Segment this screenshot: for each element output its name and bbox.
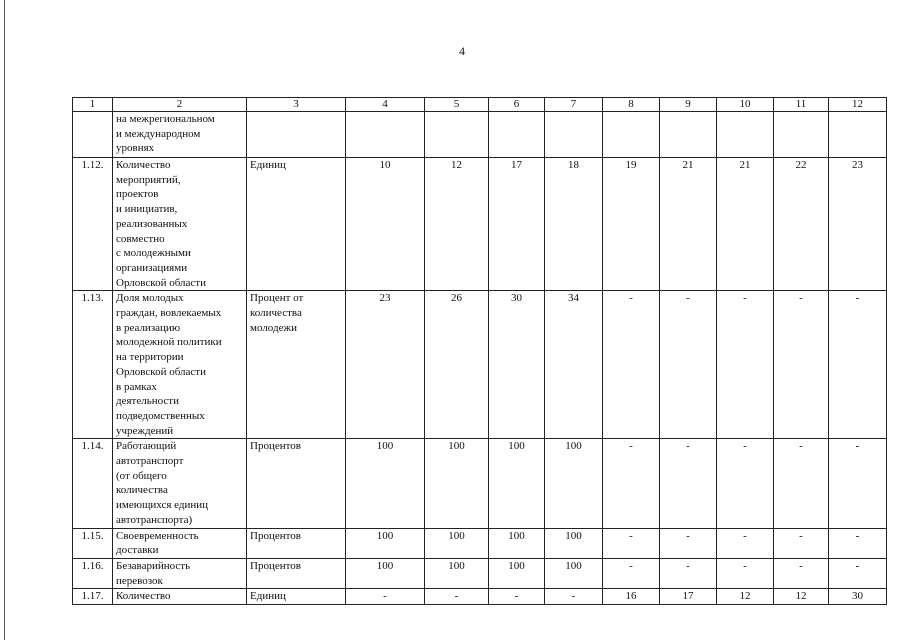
value-cell <box>603 112 660 158</box>
value-cell: - <box>603 558 660 588</box>
value-cell: 23 <box>829 158 887 291</box>
value-cell: 100 <box>425 528 489 558</box>
value-cell: - <box>603 291 660 439</box>
value-cell: - <box>829 439 887 528</box>
value-cell: 10 <box>346 158 425 291</box>
header-cell: 1 <box>73 98 113 112</box>
indicator-name: Количество <box>113 589 247 605</box>
value-cell: 17 <box>660 589 717 605</box>
unit-cell: Процентов <box>247 528 346 558</box>
row-code: 1.12. <box>73 158 113 291</box>
value-cell: 34 <box>545 291 603 439</box>
value-cell: 21 <box>717 158 774 291</box>
header-cell: 11 <box>774 98 829 112</box>
value-cell: 12 <box>774 589 829 605</box>
value-cell: - <box>717 558 774 588</box>
header-cell: 7 <box>545 98 603 112</box>
table-row <box>73 291 887 439</box>
value-cell: 100 <box>489 439 545 528</box>
value-cell <box>774 112 829 158</box>
table-row <box>73 439 887 528</box>
table-row <box>73 558 887 588</box>
value-cell <box>425 112 489 158</box>
value-cell: 16 <box>603 589 660 605</box>
value-cell <box>545 112 603 158</box>
value-cell: 100 <box>346 528 425 558</box>
value-cell: 17 <box>489 158 545 291</box>
table-header-row <box>73 98 887 112</box>
value-cell <box>489 112 545 158</box>
header-cell: 12 <box>829 98 887 112</box>
value-cell: 100 <box>425 558 489 588</box>
value-cell: 100 <box>425 439 489 528</box>
indicator-name: Количество мероприятий, проектов и инициатив, реализованных совместно с молодежными организациями Орловской области <box>113 158 247 291</box>
row-code <box>73 112 113 158</box>
value-cell: 30 <box>489 291 545 439</box>
value-cell: - <box>489 589 545 605</box>
indicator-name: Своевременность доставки <box>113 528 247 558</box>
header-cell: 9 <box>660 98 717 112</box>
value-cell: - <box>603 528 660 558</box>
value-cell: 26 <box>425 291 489 439</box>
table-row <box>73 158 887 291</box>
value-cell: 19 <box>603 158 660 291</box>
row-code: 1.13. <box>73 291 113 439</box>
value-cell: 12 <box>717 589 774 605</box>
header-cell: 3 <box>247 98 346 112</box>
value-cell: 18 <box>545 158 603 291</box>
value-cell: 30 <box>829 589 887 605</box>
value-cell: - <box>774 558 829 588</box>
indicator-name: Работающий автотранспорт (от общего количества имеющихся единиц автотранспорта) <box>113 439 247 528</box>
value-cell: 100 <box>545 528 603 558</box>
unit-cell: Процентов <box>247 558 346 588</box>
value-cell: 100 <box>489 528 545 558</box>
header-cell: 6 <box>489 98 545 112</box>
row-code: 1.17. <box>73 589 113 605</box>
table-row <box>73 589 887 605</box>
header-cell: 10 <box>717 98 774 112</box>
value-cell: - <box>425 589 489 605</box>
row-code: 1.14. <box>73 439 113 528</box>
value-cell: - <box>660 558 717 588</box>
indicator-name: Безаварийность перевозок <box>113 558 247 588</box>
unit-cell: Процентов <box>247 439 346 528</box>
value-cell: - <box>717 291 774 439</box>
value-cell: - <box>829 558 887 588</box>
value-cell: - <box>717 439 774 528</box>
value-cell: - <box>346 589 425 605</box>
value-cell: 100 <box>489 558 545 588</box>
value-cell: - <box>660 439 717 528</box>
value-cell: - <box>829 528 887 558</box>
value-cell: 100 <box>346 558 425 588</box>
value-cell: - <box>774 439 829 528</box>
value-cell: - <box>774 528 829 558</box>
page-number: 4 <box>459 44 465 58</box>
value-cell: - <box>829 291 887 439</box>
header-cell: 4 <box>346 98 425 112</box>
value-cell <box>660 112 717 158</box>
table-row <box>73 112 887 158</box>
header-cell: 8 <box>603 98 660 112</box>
unit-cell: Процент от количества молодежи <box>247 291 346 439</box>
value-cell: - <box>660 291 717 439</box>
value-cell: 100 <box>545 558 603 588</box>
page-edge-line <box>4 0 5 640</box>
table-row <box>73 528 887 558</box>
unit-cell <box>247 112 346 158</box>
indicator-name: на межрегиональном и международном уровнях <box>113 112 247 158</box>
unit-cell: Единиц <box>247 589 346 605</box>
value-cell: 100 <box>346 439 425 528</box>
header-cell: 5 <box>425 98 489 112</box>
value-cell: 21 <box>660 158 717 291</box>
value-cell: - <box>603 439 660 528</box>
row-code: 1.16. <box>73 558 113 588</box>
indicators-table <box>72 97 887 605</box>
value-cell: - <box>774 291 829 439</box>
value-cell <box>346 112 425 158</box>
value-cell: 23 <box>346 291 425 439</box>
value-cell: 22 <box>774 158 829 291</box>
row-code: 1.15. <box>73 528 113 558</box>
value-cell: - <box>545 589 603 605</box>
indicator-name: Доля молодых граждан, вовлекаемых в реализацию молодежной политики на территории Орловской области в рамках деятельности подведомственных учреждений <box>113 291 247 439</box>
value-cell <box>829 112 887 158</box>
value-cell: - <box>717 528 774 558</box>
value-cell: 12 <box>425 158 489 291</box>
value-cell: - <box>660 528 717 558</box>
value-cell: 100 <box>545 439 603 528</box>
header-cell: 2 <box>113 98 247 112</box>
value-cell <box>717 112 774 158</box>
unit-cell: Единиц <box>247 158 346 291</box>
